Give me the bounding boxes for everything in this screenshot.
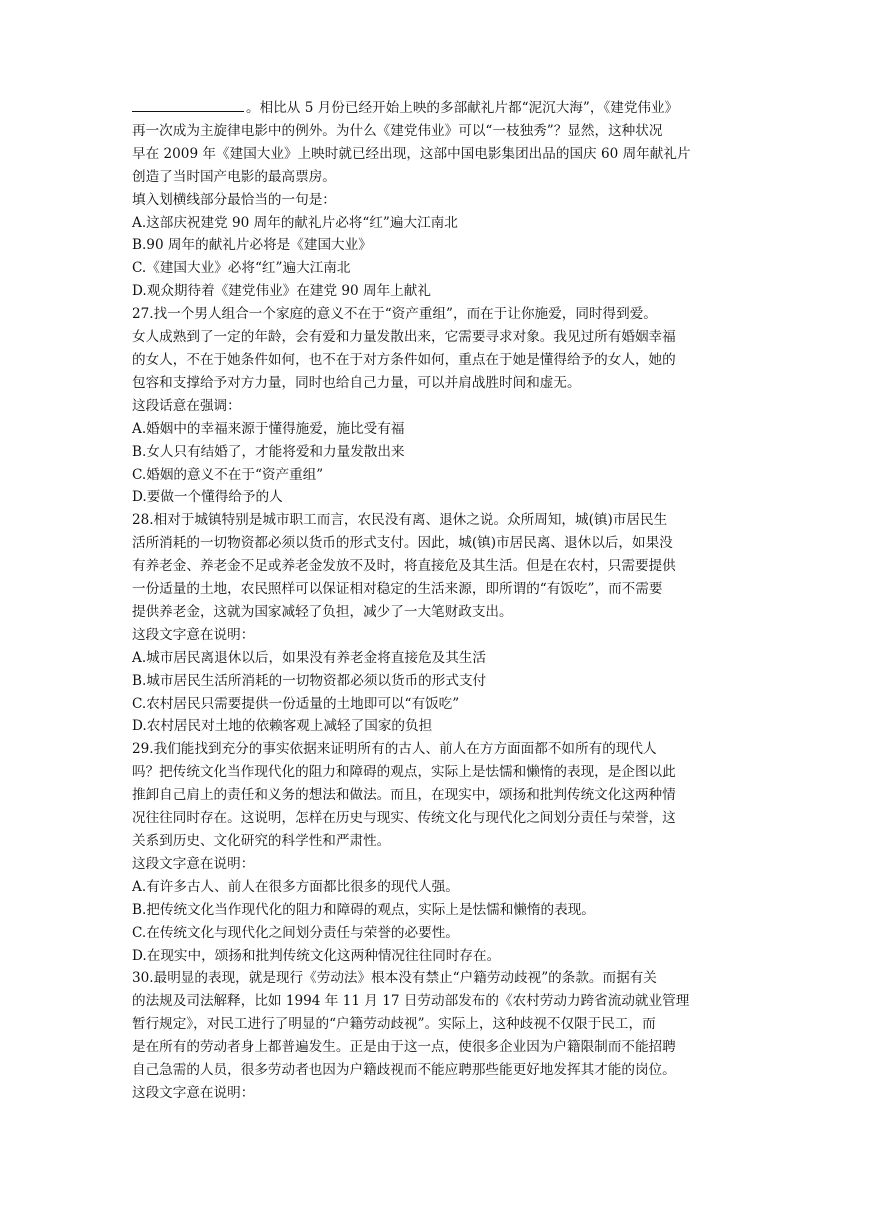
passage-line: 提供养老金，这就为国家减轻了负担，减少了一大笔财政支出。 <box>132 603 513 620</box>
passage-line: 有养老金、养老金不足或养老金发放不及时，将直接危及其生活。但是在农村，只需要提供 <box>132 558 676 575</box>
option-b: B.把传统文化当作现代化的阻力和障碍的观点，实际上是怯懦和懒惰的表现。 <box>132 901 595 918</box>
question-prompt: 这段话意在强调： <box>132 397 241 414</box>
options-26 <box>132 212 742 304</box>
option-c: C.婚姻的意义不在于“资产重组” <box>132 466 324 483</box>
option-d: D.观众期待着《建党伟业》在建党 90 周年上献礼 <box>132 283 431 300</box>
option-c: C.《建国大业》必将“红”遍大江南北 <box>132 260 351 277</box>
passage-line: 关系到历史、文化研究的科学性和严肃性。 <box>132 833 391 849</box>
option-c: C.在传统文化与现代化之间划分责任与荣誉的必要性。 <box>132 924 459 941</box>
question-27 <box>132 303 742 395</box>
passage-line: 女人成熟到了一定的年龄，会有爱和力量发散出来，它需要寻求对象。我见过所有婚姻幸福 <box>132 329 676 346</box>
passage-line: 自己急需的人员，很多劳动者也因为户籍歧视而不能应聘那些能更好地发挥其才能的岗位。 <box>132 1062 676 1079</box>
passage-line: 再一次成为主旋律电影中的例外。为什么《建党伟业》可以“一枝独秀”？显然，这种状况 <box>132 122 663 139</box>
option-d: D.农村居民对土地的依赖客观上减轻了国家的负担 <box>132 718 433 735</box>
options-29 <box>132 876 742 968</box>
passage-line: 。相比从 5 月份已经开始上映的多部献礼片都“泥沉大海”，《建党伟业》 <box>132 96 742 120</box>
question-prompt: 这段文字意在说明： <box>132 626 255 643</box>
option-b: B.城市居民生活所消耗的一切物资都必须以货币的形式支付 <box>132 672 487 689</box>
option-b: B.女人只有结婚了，才能将爱和力量发散出来 <box>132 443 405 460</box>
question-prompt: 这段文字意在说明： <box>132 1084 255 1101</box>
passage-line: 的法规及司法解释，比如 1994 年 11 月 17 日劳动部发布的《农村劳动力跨省流动就业管理 <box>132 993 690 1010</box>
passage-line: 一份适量的土地，农民照样可以保证相对稳定的生活来源，即所谓的“有饭吃”，而不需要 <box>132 581 663 598</box>
passage-line: 29.我们能找到充分的事实依据来证明所有的古人、前人在方方面面都不如所有的现代人 <box>132 741 657 758</box>
option-a: A.城市居民离退休以后，如果没有养老金将直接危及其生活 <box>132 649 486 666</box>
passage-line: 的女人，不在于她条件如何，也不在于对方条件如何，重点在于她是懂得给予的女人，她的 <box>132 351 676 368</box>
passage-line: 创造了当时国产电影的最高票房。 <box>132 168 336 185</box>
fill-in-blank <box>132 96 244 112</box>
question-30 <box>132 967 742 1082</box>
passage-line: 暂行规定》，对民工进行了明显的“户籍劳动歧视”。实际上，这种歧视不仅限于民工，而 <box>132 1016 656 1033</box>
passage-line: 28.相对于城镇特别是城市职工而言，农民没有离、退休之说。众所周知，城(镇)市居民生 <box>132 512 668 529</box>
question-29 <box>132 738 742 853</box>
passage-line: 27.找一个男人组合一个家庭的意义不在于“资产重组”，而在于让你施爱，同时得到爱。 <box>132 306 657 323</box>
passage-line: 活所消耗的一切物资都必须以货币的形式支付。因此，城(镇)市居民离、退休以后，如果没 <box>132 535 673 552</box>
passage-line: 吗？把传统文化当作现代化的阻力和障碍的观点，实际上是怯懦和懒惰的表现，是企图以此 <box>132 764 676 781</box>
question-prompt: 填入划横线部分最恰当的一句是： <box>132 191 336 208</box>
question-prompt: 这段文字意在说明： <box>132 855 255 872</box>
option-a: A.有许多古人、前人在很多方面都比很多的现代人强。 <box>132 878 459 895</box>
option-d: D.要做一个懂得给予的人 <box>132 489 283 506</box>
passage-line: 包容和支撑给予对方力量，同时也给自己力量，可以并肩战胜时间和虚无。 <box>132 374 581 391</box>
option-a: A.这部庆祝建党 90 周年的献礼片必将“红”遍大江南北 <box>132 214 458 231</box>
options-27 <box>132 418 742 510</box>
passage-line: 30.最明显的表现，就是现行《劳动法》根本没有禁止“户籍劳动歧视”的条款。而据有关 <box>132 970 657 987</box>
passage-line: 况往往同时存在。这说明，怎样在历史与现实、传统文化与现代化之间划分责任与荣誉，这 <box>132 810 676 827</box>
option-a: A.婚姻中的幸福来源于懂得施爱，施比受有福 <box>132 420 405 437</box>
option-d: D.在现实中，颂扬和批判传统文化这两种情况往往同时存在。 <box>132 947 501 964</box>
passage-26 <box>132 96 742 189</box>
options-28 <box>132 647 742 739</box>
option-b: B.90 周年的献礼片必将是《建国大业》 <box>132 237 372 254</box>
question-28 <box>132 509 742 624</box>
option-c: C.农村居民只需要提供一份适量的土地即可以“有饭吃” <box>132 695 460 712</box>
passage-line: 推卸自己肩上的责任和义务的想法和做法。而且，在现实中，颂扬和批判传统文化这两种情 <box>132 787 676 804</box>
passage-line: 是在所有的劳动者身上都普遍发生。正是由于这一点，使很多企业因为户籍限制而不能招聘 <box>132 1039 676 1056</box>
passage-line: 早在 2009 年《建国大业》上映时就已经出现，这部中国电影集团出品的国庆 60 周年献礼片 <box>132 145 691 162</box>
document-page <box>132 96 742 1105</box>
